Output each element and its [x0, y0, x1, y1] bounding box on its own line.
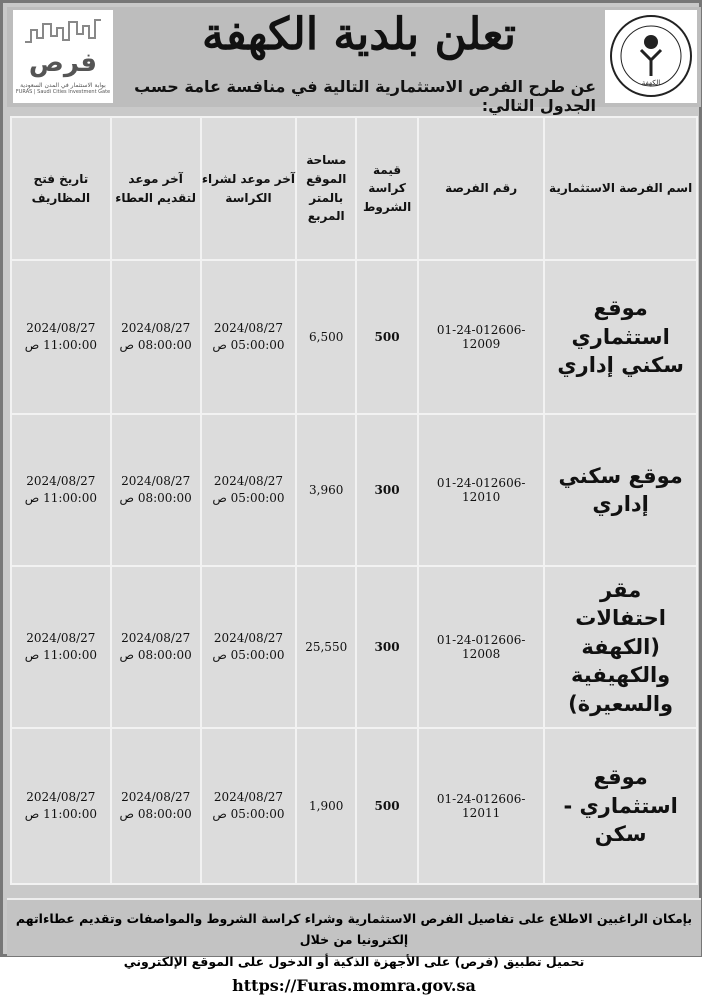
time: 08:00:00 ص	[119, 338, 192, 352]
header	[7, 7, 701, 115]
municipality-seal	[605, 10, 697, 103]
col-name: اسم الفرصة الاستثمارية	[544, 117, 697, 260]
fee: 500	[356, 728, 418, 884]
time: 08:00:00 ص	[119, 491, 192, 505]
date: 2024/08/27	[26, 321, 96, 336]
fee: 500	[356, 260, 418, 414]
date: 2024/08/27	[121, 631, 191, 646]
area: 1,900	[296, 728, 356, 884]
time: 11:00:00 ص	[24, 807, 97, 821]
col-buy-deadline: آخر موعد لشراء الكراسة	[201, 117, 297, 260]
opportunities-table	[10, 116, 698, 885]
seal-name: الكهفة	[641, 79, 661, 87]
furas-wordmark: فرص	[28, 48, 98, 78]
table-row	[11, 728, 697, 884]
opportunity-name: موقع استثماري - سكن	[544, 728, 697, 884]
date: 2024/08/27	[121, 474, 191, 489]
date: 2024/08/27	[213, 321, 284, 336]
col-fee: قيمة كراسة الشروط	[356, 117, 418, 260]
opening-date	[11, 728, 111, 884]
subtitle: عن طرح الفرص الاستثمارية التالية في منافسة عامة حسب الجدول التالي:	[134, 77, 596, 115]
col-opening-date: تاريخ فتح المظاريف	[11, 117, 111, 260]
col-area: مساحة الموقع بالمتر المربع	[296, 117, 356, 260]
time: 05:00:00 ص	[212, 648, 285, 662]
area: 25,550	[296, 566, 356, 728]
col-submit-deadline: آخر موعد لتقديم العطاء	[111, 117, 201, 260]
opening-date	[11, 414, 111, 566]
date: 2024/08/27	[213, 790, 284, 805]
area: 6,500	[296, 260, 356, 414]
footer-notice	[7, 898, 701, 995]
col-number: رقم الفرصة	[418, 117, 544, 260]
footer-line-2	[7, 951, 701, 999]
date: 2024/08/27	[213, 474, 284, 489]
furas-tagline-en: FURAS | Saudi Cities Investment Gate	[15, 89, 111, 95]
time: 05:00:00 ص	[212, 338, 285, 352]
table-header-row	[11, 117, 697, 260]
date: 2024/08/27	[26, 790, 96, 805]
buy-deadline	[201, 566, 297, 728]
page-title: تعلن بلدية الكهفة	[202, 9, 516, 60]
submit-deadline	[111, 260, 201, 414]
website-link[interactable]: https://Furas.momra.gov.sa	[232, 975, 476, 995]
table-row	[11, 260, 697, 414]
area: 3,960	[296, 414, 356, 566]
fee: 300	[356, 566, 418, 728]
table-row	[11, 414, 697, 566]
opening-date	[11, 260, 111, 414]
buy-deadline	[201, 728, 297, 884]
opportunity-number: 01-24-012606-12009	[418, 260, 544, 414]
opportunity-number: 01-24-012606-12010	[418, 414, 544, 566]
footer-line-1: بإمكان الراغبين الاطلاع على تفاصيل الفرص الاستثمارية وشراء كراسة الشروط والمواصفات وتقديم عطاءاتهم إلكترونيا من خلال	[15, 911, 693, 948]
opening-date	[11, 566, 111, 728]
date: 2024/08/27	[26, 474, 96, 489]
table-row	[11, 566, 697, 728]
opportunity-name: موقع سكني إداري	[544, 414, 697, 566]
time: 11:00:00 ص	[24, 648, 97, 662]
time: 11:00:00 ص	[24, 491, 97, 505]
date: 2024/08/27	[26, 631, 96, 646]
buy-deadline	[201, 260, 297, 414]
submit-deadline	[111, 566, 201, 728]
time: 08:00:00 ص	[119, 807, 192, 821]
time: 11:00:00 ص	[24, 338, 97, 352]
fee: 300	[356, 414, 418, 566]
footer-line-2-text: تحميل تطبيق (فرص) على الأجهزة الذكية أو الدخول على الموقع الإلكتروني	[123, 953, 585, 969]
seal-icon	[605, 10, 697, 103]
city-skyline-icon	[23, 16, 103, 46]
opportunity-number: 01-24-012606-12008	[418, 566, 544, 728]
buy-deadline	[201, 414, 297, 566]
time: 05:00:00 ص	[212, 807, 285, 821]
opportunity-name: موقع استثماري سكني إداري	[544, 260, 697, 414]
date: 2024/08/27	[121, 321, 191, 336]
time: 05:00:00 ص	[212, 491, 285, 505]
date: 2024/08/27	[121, 790, 191, 805]
time: 08:00:00 ص	[119, 648, 192, 662]
opportunity-number: 01-24-012606-12011	[418, 728, 544, 884]
submit-deadline	[111, 414, 201, 566]
furas-tagline-ar: بوابة الاستثمار في المدن السعودية	[20, 82, 106, 89]
date: 2024/08/27	[213, 631, 284, 646]
furas-logo	[13, 10, 113, 103]
opportunity-name: مقر احتفالات (الكهفة والكهيفية والسعيرة)	[544, 566, 697, 728]
submit-deadline	[111, 728, 201, 884]
